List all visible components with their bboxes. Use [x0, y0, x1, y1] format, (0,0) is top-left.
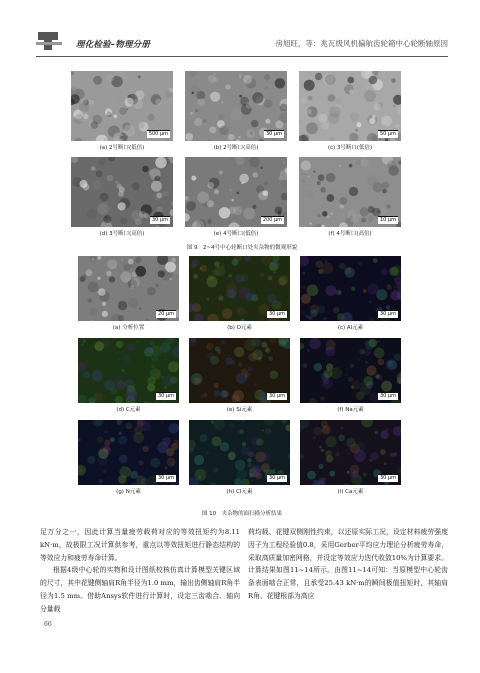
scale-bar-label: 10 μm: [379, 217, 396, 223]
scale-bar-label: 20 μm: [157, 311, 174, 317]
micrograph-panel: [300, 338, 401, 403]
micrograph-panel: [300, 420, 401, 485]
scale-bar-label: 30 μm: [379, 393, 396, 399]
scale-bar-label: 30 μm: [268, 393, 285, 399]
text-column-left: [40, 526, 240, 616]
micrograph-panel: [189, 420, 290, 485]
scale-bar-label: 30 μm: [157, 393, 174, 399]
panel-caption: (a) 分析位置: [112, 325, 145, 331]
scale-bar-label: 30 μm: [379, 311, 396, 317]
running-title: 房旭旺，等：兆瓦级风机偏航齿轮箱中心轮断轴原因: [275, 39, 448, 48]
scale-bar-label: 200 μm: [262, 217, 282, 223]
paragraph: 足万分之一，因此计算当量疲劳载荷对应的等效扭矩约为8.11 kN·m，故极限工况计算供参考，重点以等效扭矩进行静态结构的等效应力和疲劳寿命计算。: [40, 528, 240, 562]
scale-bar-label: 500 μm: [148, 131, 168, 137]
micrograph-panel: [78, 256, 179, 321]
micrograph-panel: [299, 71, 401, 141]
panel-caption: (i) Ca元素: [337, 489, 364, 495]
scale-bar-label: 30 μm: [265, 131, 282, 137]
page-header: [36, 30, 448, 56]
journal-logo-icon: [36, 30, 64, 52]
page-number: 66: [44, 621, 52, 628]
panel-caption: (h) Cl元素: [226, 489, 253, 495]
scale-bar-label: 30 μm: [379, 475, 396, 481]
micrograph-panel: [185, 157, 287, 227]
scale-bar-label: 30 μm: [268, 475, 285, 481]
paragraph: 荷均载、花键双侧刚性约束，以还原实际工况，设定材料疲劳强度因子为工程经验值0.8，采用Gerber平均应力理论分析疲劳寿命，采取高质量加密网格，并设定等效应力迭代收敛10%为计算要求。计算结果如图11~14所示。由图11~14可知：当原模型中心轮齿条表面啮合正常，且承受25.43 kN·m的瞬间极值扭矩时，其轴肩R角、花键根部为高应: [248, 528, 448, 600]
micrograph-panel: [300, 256, 401, 321]
scale-bar-label: 50 μm: [379, 131, 396, 137]
text-column-right: [248, 526, 448, 603]
micrograph-panel: [299, 157, 401, 227]
panel-caption: (e) Si元素: [226, 407, 253, 413]
panel-caption: (d) C元素: [116, 407, 141, 413]
panel-caption: (b) O元素: [227, 325, 252, 331]
figure-10-caption: 图 10 夹杂物的面扫描分析结果: [201, 511, 283, 517]
micrograph-panel: [185, 71, 287, 141]
scale-bar-label: 30 μm: [151, 217, 168, 223]
journal-name: 理化检验–物理分册: [76, 40, 151, 50]
micrograph-panel: [78, 338, 179, 403]
paragraph: 根据4级中心轮的实物和设计图纸校核仿真计算模型关键区域的尺寸，其中花键侧轴肩R角半径为1.0 mm，输出齿侧轴肩R角半径为1.5 mm。借助Ansys软件进行计算时，设定三齿啮合、轴向分量载: [40, 566, 240, 613]
panel-caption: (d) 3号断口(高倍): [99, 231, 145, 237]
panel-caption: (g) N元素: [116, 489, 141, 495]
micrograph-panel: [71, 157, 173, 227]
panel-caption: (c) Al元素: [337, 325, 364, 331]
header-rule: [36, 56, 448, 57]
scale-bar-label: 30 μm: [268, 311, 285, 317]
figure-9-caption: 图 9 2~4号中心轮断口处夹杂物的微观形貌: [186, 245, 298, 251]
scale-bar-label: 30 μm: [157, 475, 174, 481]
panel-caption: (c) 3号断口(低倍): [327, 145, 373, 151]
micrograph-panel: [71, 71, 173, 141]
micrograph-panel: [189, 338, 290, 403]
micrograph-panel: [78, 420, 179, 485]
panel-caption: (f) 4号断口(高倍): [328, 231, 372, 237]
panel-caption: (a) 2号断口(低倍): [99, 145, 145, 151]
micrograph-panel: [189, 256, 290, 321]
panel-caption: (e) 4号断口(低倍): [213, 231, 259, 237]
panel-caption: (b) 2号断口(高倍): [213, 145, 259, 151]
panel-caption: (f) Na元素: [337, 407, 364, 413]
